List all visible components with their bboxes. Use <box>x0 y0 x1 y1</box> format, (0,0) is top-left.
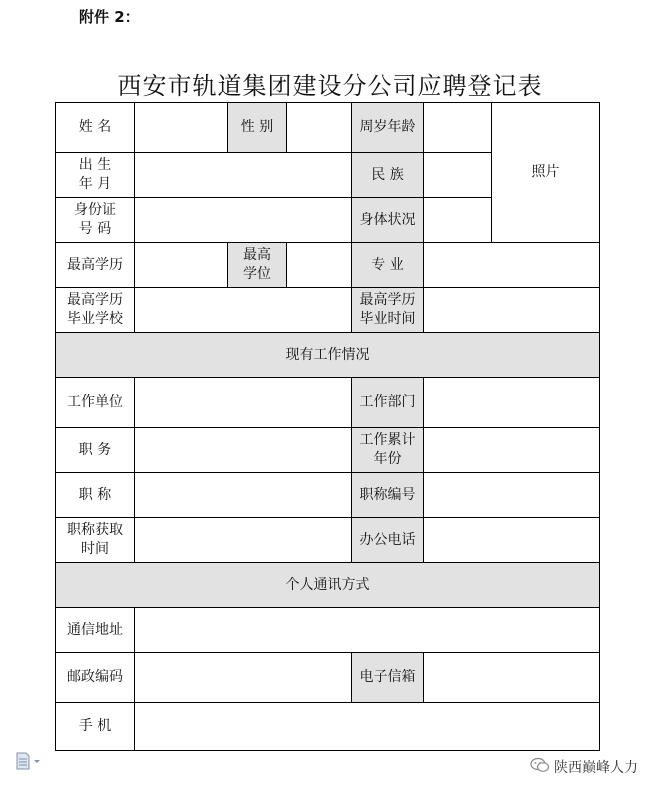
input-employer[interactable] <box>135 378 352 428</box>
label-employer: 工作单位 <box>56 378 135 428</box>
watermark <box>530 757 638 777</box>
input-health[interactable] <box>424 198 492 243</box>
input-school[interactable] <box>135 288 352 333</box>
label-birth-line2: 年 月 <box>78 176 112 192</box>
input-id[interactable] <box>135 198 352 243</box>
label-position: 职 务 <box>56 428 135 473</box>
label-postcode: 邮政编码 <box>56 653 135 703</box>
wechat-icon <box>530 757 550 777</box>
input-name[interactable] <box>135 103 228 153</box>
label-school <box>56 288 135 333</box>
label-birth <box>56 153 135 198</box>
input-work-years[interactable] <box>424 428 600 473</box>
input-title-rank[interactable] <box>135 473 352 518</box>
label-title-rank: 职 称 <box>56 473 135 518</box>
input-ethnicity[interactable] <box>424 153 492 198</box>
label-email: 电子信箱 <box>352 653 424 703</box>
label-address: 通信地址 <box>56 608 135 653</box>
label-degree-line2: 学位 <box>243 266 271 282</box>
input-address[interactable] <box>135 608 600 653</box>
input-grad-time[interactable] <box>424 288 600 333</box>
input-age[interactable] <box>424 103 492 153</box>
label-degree-line1: 最高 <box>243 247 271 263</box>
label-mobile: 手 机 <box>56 703 135 751</box>
label-work-years-line2: 年份 <box>373 451 402 467</box>
input-gender[interactable] <box>287 103 352 153</box>
input-office-phone[interactable] <box>424 518 600 563</box>
input-department[interactable] <box>424 378 600 428</box>
document-icon[interactable] <box>16 752 42 770</box>
label-work-years <box>352 428 424 473</box>
label-ethnicity: 民 族 <box>352 153 424 198</box>
label-education: 最高学历 <box>56 243 135 288</box>
label-school-line2: 毕业学校 <box>67 311 123 327</box>
label-title-time-line2: 时间 <box>81 541 109 557</box>
input-title-number[interactable] <box>424 473 600 518</box>
label-gender: 性 别 <box>228 103 287 153</box>
form-title: 西安市轨道集团建设分公司应聘登记表 <box>117 72 543 100</box>
label-grad-time-line2: 毕业时间 <box>359 311 416 327</box>
label-title-time <box>56 518 135 563</box>
input-degree[interactable] <box>287 243 352 288</box>
input-email[interactable] <box>424 653 600 703</box>
label-title-time-line1: 职称获取 <box>67 522 123 538</box>
application-form-table <box>55 102 600 751</box>
label-age: 周岁年龄 <box>352 103 424 153</box>
label-title-number: 职称编号 <box>352 473 424 518</box>
label-id-line2: 号 码 <box>78 221 112 237</box>
label-birth-line1: 出 生 <box>78 157 112 173</box>
label-degree <box>228 243 287 288</box>
input-position[interactable] <box>135 428 352 473</box>
label-office-phone: 办公电话 <box>352 518 424 563</box>
section-work: 现有工作情况 <box>56 333 600 378</box>
label-name: 姓 名 <box>56 103 135 153</box>
input-major[interactable] <box>424 243 600 288</box>
photo-cell[interactable]: 照片 <box>492 103 600 243</box>
input-postcode[interactable] <box>135 653 352 703</box>
label-grad-time <box>352 288 424 333</box>
input-education[interactable] <box>135 243 228 288</box>
attachment-label: 附件 2： <box>79 8 140 26</box>
input-birth[interactable] <box>135 153 352 198</box>
label-grad-time-line1: 最高学历 <box>359 292 416 308</box>
input-mobile[interactable] <box>135 703 600 751</box>
label-id <box>56 198 135 243</box>
label-health: 身体状况 <box>352 198 424 243</box>
section-contact: 个人通讯方式 <box>56 563 600 608</box>
label-major: 专 业 <box>352 243 424 288</box>
watermark-text: 陕西巅峰人力 <box>554 760 638 776</box>
input-title-time[interactable] <box>135 518 352 563</box>
label-school-line1: 最高学历 <box>67 292 123 308</box>
label-id-line1: 身份证 <box>74 202 116 218</box>
label-department: 工作部门 <box>352 378 424 428</box>
label-work-years-line1: 工作累计 <box>359 432 416 448</box>
